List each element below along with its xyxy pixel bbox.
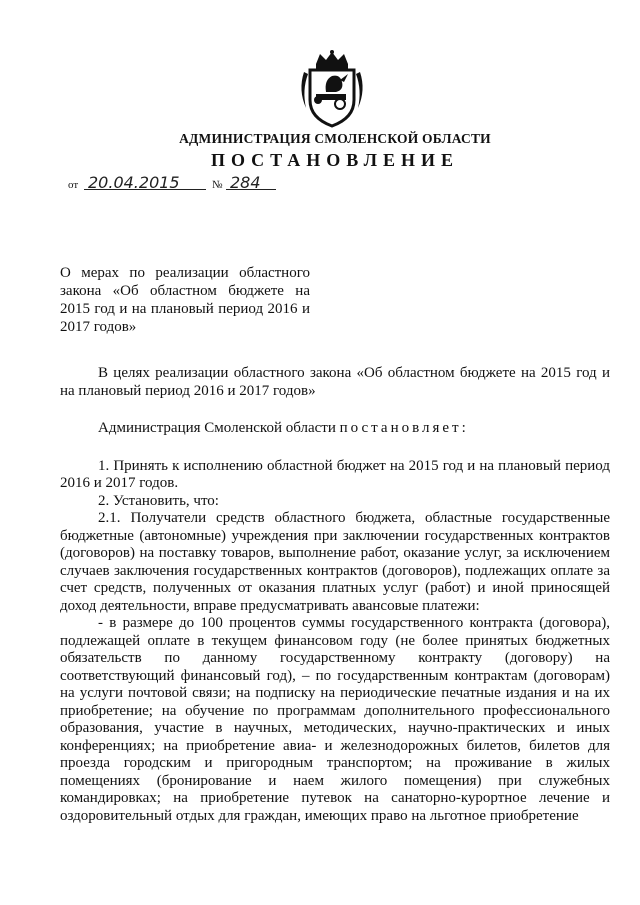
paragraph-1: 1. Принять к исполнению областной бюджет на 2015 год и на плановый период 2016 и 2017 годов. — [60, 457, 610, 491]
intro-paragraph: В целях реализации областного закона «Об областном бюджете на 2015 год и на плановый период 2016 и 2017 годов» — [60, 365, 610, 399]
document-subject: О мерах по реализации областного закона «Об областном бюджете на 2015 год и на плановый период 2016 и 2017 годов» — [60, 265, 310, 335]
document-body — [60, 365, 610, 825]
paragraph-2-1: 2.1. Получатели средств областного бюджета, областные государственные бюджетные (автономные) учреждения при заключении государственных контрактов (договоров) на поставку товаров, выполнение работ, оказание услуг, за исключением случаев заключения государственных контрактов (договоров), подлежащих оплате за счет средств, полученных от оказания платных услуг (работ) и иной приносящей доход деятельности, вправе предусматривать авансовые платежи: — [60, 510, 610, 614]
organization-name: АДМИНИСТРАЦИЯ СМОЛЕНСКОЙ ОБЛАСТИ — [179, 131, 491, 146]
paragraph-2: 2. Установить, что: — [98, 492, 219, 509]
bullet-paragraph: - в размере до 100 процентов суммы государственного контракта (договора), подлежащей оплате в текущем финансовом году (не более принятых бюджетных обязательств по данному государственному контракту (договору) на соответствующий финансовый год), – по государственным контрактам (договорам) на услуги почтовой связи; на подписку на периодические печатные издания и на их приобретение; на обучение по программам дополнительного профессионального образования, участие в научных, методических, научно-практических и иных конференциях; на приобретение авиа- и железнодорожных билетов, билетов для проезда городским и пригородным транспортом; на проживание в жилых помещениях (бронирование и наем жилого помещения) при служебных командировках; на приобретение путевок на санаторно-курортное лечение и оздоровительный отдых для граждан, имеющих право на льготное приобретение — [60, 615, 610, 824]
smolensk-coat-of-arms-icon — [296, 50, 368, 130]
resolves-paragraph — [60, 420, 610, 438]
number-label: № — [212, 179, 223, 191]
resolves-prefix: Администрация Смоленской области — [98, 420, 336, 436]
resolves-word: постановляет: — [339, 420, 469, 436]
date-value: 20.04.2015 — [88, 173, 180, 192]
number-value: 284 — [230, 173, 261, 192]
date-from-label: от — [68, 179, 79, 191]
document-type: ПОСТАНОВЛЕНИЕ — [210, 150, 460, 170]
